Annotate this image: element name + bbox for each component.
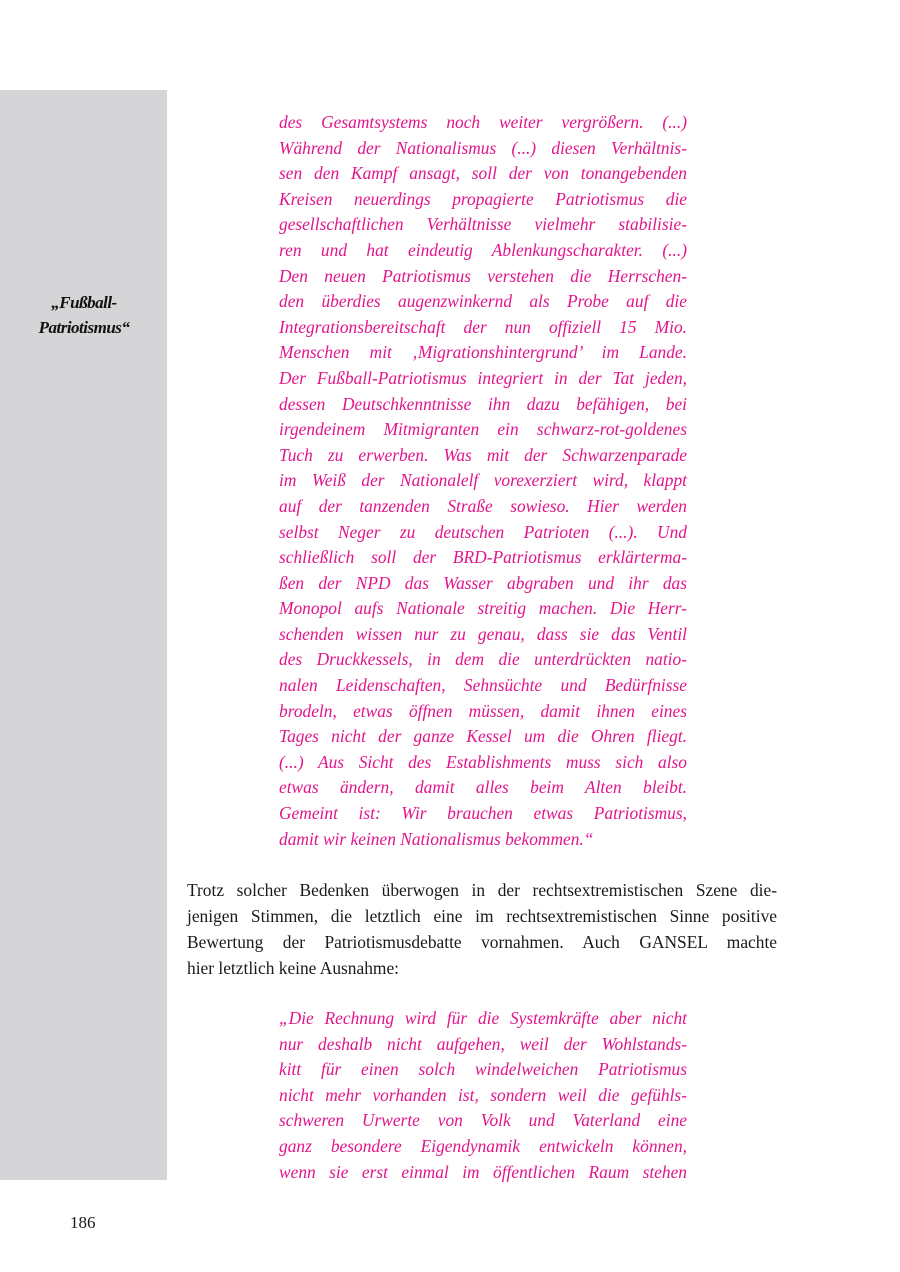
quote-line: schweren Urwerte von Volk und Vaterland eine [279,1110,687,1131]
block-quote-2 [279,1006,687,1185]
quote-line: „Die Rechnung wird für die Systemkräfte aber nicht [279,1008,687,1028]
quote-line: ren und hat eindeutig Ablenkungscharakter. (...) [279,239,687,260]
quote-line: Kreisen neuerdings propagierte Patriotismus die [279,188,687,209]
page-number: 186 [70,1213,96,1232]
quote-line: etwas ändern, damit alles beim Alten bleibt. [279,777,687,798]
body-paragraph [187,877,777,981]
quote-line: schenden wissen nur zu genau, dass sie das Ventil [279,623,687,644]
quote-line: nicht mehr vorhanden ist, sondern weil die gefühls- [279,1084,687,1105]
quote-line: Tages nicht der ganze Kessel um die Ohren fliegt. [279,726,687,747]
quote-line: damit wir keinen Nationalismus bekommen.“ [279,828,594,849]
body-line: Bewertung der Patriotismusdebatte vornahmen. Auch GANSEL machte [187,932,777,952]
quote-line: auf der tanzenden Straße sowieso. Hier werden [279,495,687,516]
quote-line: irgendeinem Mitmigranten ein schwarz-rot-goldenes [279,419,687,440]
quote-line: schließlich soll der BRD-Patriotismus erklärterma- [279,547,687,568]
quote-line: nur deshalb nicht aufgehen, weil der Wohlstands- [279,1033,687,1054]
quote-line: im Weiß der Nationalelf vorexerziert wird, klappt [279,470,687,491]
quote-line: ganz besondere Eigendynamik entwickeln können, [279,1135,687,1156]
quote-line: nalen Leidenschaften, Sehnsüchte und Bedürfnisse [279,675,687,696]
quote-line: Tuch zu erwerben. Was mit der Schwarzenparade [279,444,687,465]
quote-line: (...) Aus Sicht des Establishments muss sich also [279,751,687,772]
quote-line: des Druckkessels, in dem die unterdrückten natio- [279,649,687,670]
body-line: jenigen Stimmen, die letztlich eine im rechtsextremistischen Sinne positive [187,906,777,926]
quote-line: Während der Nationalismus (...) diesen Verhältnis- [279,137,687,158]
quote-line: dessen Deutschkenntnisse ihn dazu befähigen, bei [279,393,687,414]
quote-line: Gemeint ist: Wir brauchen etwas Patriotismus, [279,803,687,824]
quote-line: den überdies augenzwinkernd als Probe auf die [279,291,687,312]
body-line: hier letztlich keine Ausnahme: [187,958,399,978]
body-line: Trotz solcher Bedenken überwogen in der rechtsextremistischen Szene die- [187,880,777,900]
margin-note [8,290,160,340]
quote-line: Den neuen Patriotismus verstehen die Herrschen- [279,265,687,286]
margin-note-line-1: „Fußball- [51,293,117,312]
quote-line: selbst Neger zu deutschen Patrioten (...). Und [279,521,687,542]
quote-line: des Gesamtsystems noch weiter vergrößern. (...) [279,112,687,132]
quote-line: Menschen mit ‚Migrationshintergrund’ im Lande. [279,342,687,363]
quote-line: Monopol aufs Nationale streitig machen. Die Herr- [279,598,687,619]
quote-line: wenn sie erst einmal im öffentlichen Raum stehen [279,1161,687,1182]
quote-line: kitt für einen solch windelweichen Patriotismus [279,1059,687,1080]
quote-line: ßen der NPD das Wasser abgraben und ihr das [279,572,687,593]
margin-note-line-2: Patriotismus“ [38,318,130,337]
quote-line: sen den Kampf ansagt, soll der von tonangebenden [279,163,687,184]
quote-line: brodeln, etwas öffnen müssen, damit ihnen eines [279,700,687,721]
quote-line: Integrationsbereitschaft der nun offiziell 15 Mio. [279,316,687,337]
margin-sidebar [0,90,167,1180]
quote-line: Der Fußball-Patriotismus integriert in der Tat jeden, [279,367,687,388]
quote-line: gesellschaftlichen Verhältnisse vielmehr stabilisie- [279,214,687,235]
block-quote-1 [279,110,687,852]
